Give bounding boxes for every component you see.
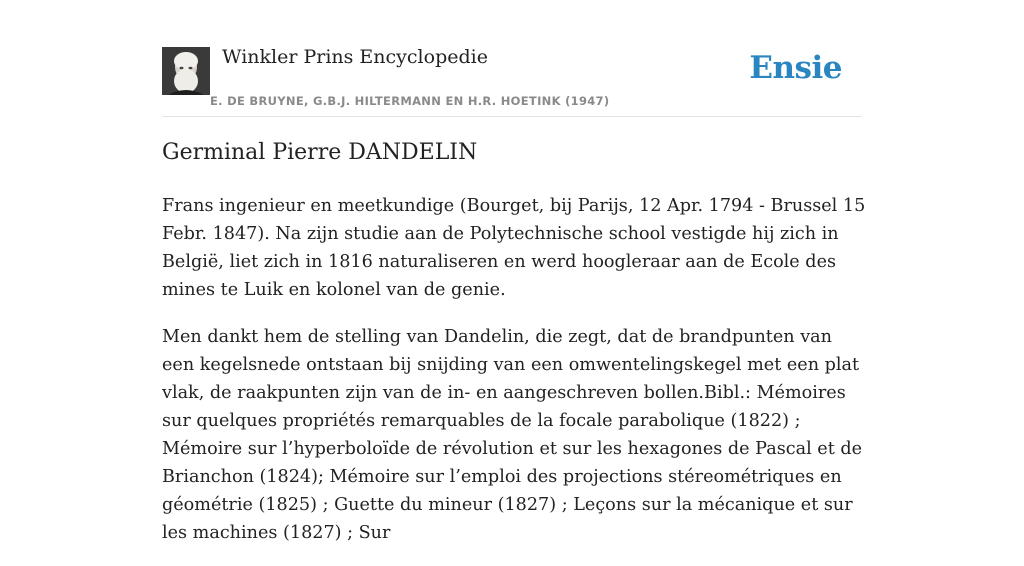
brand-logo[interactable]: Ensie (749, 50, 842, 86)
article-title: Germinal Pierre DANDELIN (162, 140, 478, 165)
author-avatar[interactable] (162, 47, 210, 95)
source-authors: E. DE BRUYNE, G.B.J. HILTERMANN EN H.R. HOETINK (1947) (210, 94, 610, 108)
article-body (162, 192, 868, 566)
article-paragraph: Frans ingenieur en meetkundige (Bourget, bij Parijs, 12 Apr. 1794 - Brussel 15 Febr. 1847). Na zijn studie aan de Polytechnische school vestigde hij zich in België, liet zich in 1816 naturaliseren en werd hoogleraar aan de Ecole des mines te Luik en kolonel van de genie. (162, 196, 866, 300)
article-header (162, 42, 862, 117)
author-portrait-icon (162, 47, 210, 95)
article-paragraph: Men dankt hem de stelling van Dandelin, die zegt, dat de brandpunten van een kegelsnede ontstaan bij snijding van een omwentelingskegel met een plat vlak, de raakpunten zijn van de in- en aangeschreven bollen.Bibl.: Mémoires sur quelques propriétés remarquables de la focale parabolique (1822) ; Mémoire sur l’hyperboloïde de révolution et sur les hexagones de Pascal et de Brianchon (1824); Mémoire sur l’emploi des projections stéreométriques en géométrie (1825) ; Guette du mineur (1827) ; Leçons sur la mécanique et sur les machines (1827) ; Sur (162, 327, 863, 543)
source-name[interactable]: Winkler Prins Encyclopedie (222, 46, 488, 68)
